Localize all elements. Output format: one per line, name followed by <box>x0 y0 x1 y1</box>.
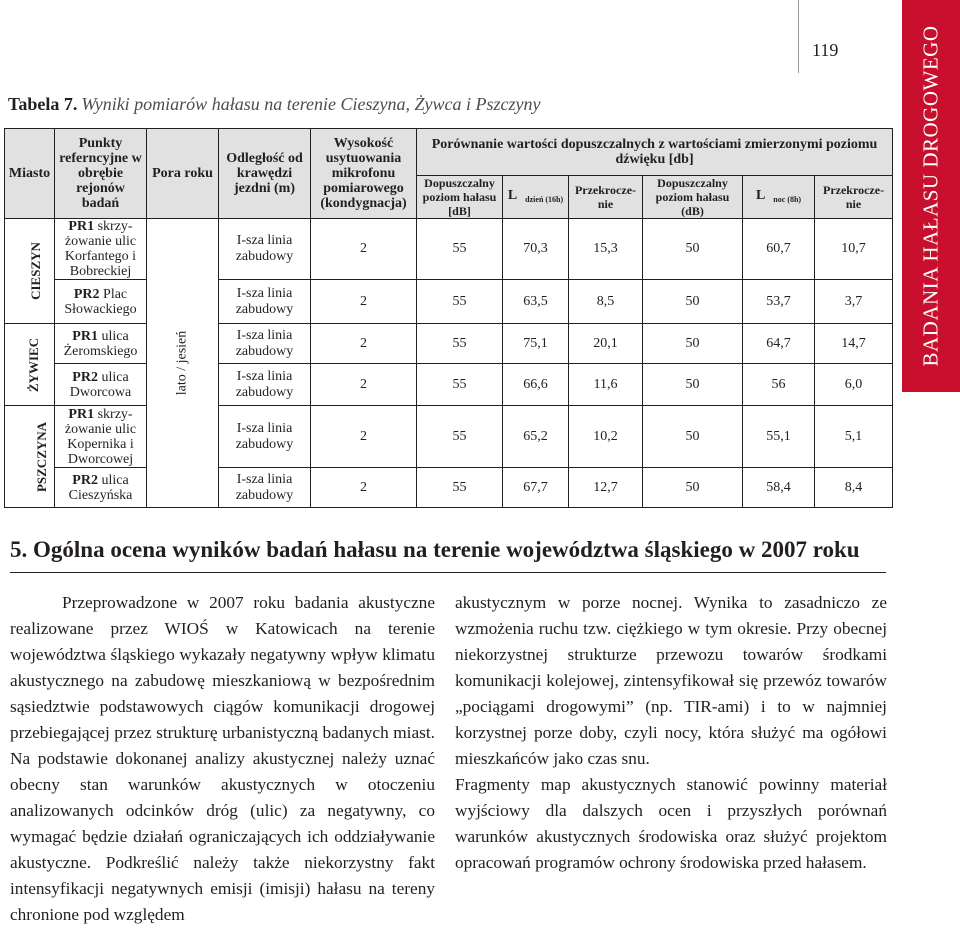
l-night-cell: 60,7 <box>743 219 815 280</box>
city-cell: ŻYWIEC <box>5 324 55 406</box>
side-tab-label: BADANIA HAŁASU DROGOWEGO <box>918 25 943 367</box>
l-day-cell: 75,1 <box>503 324 569 364</box>
l-night-cell: 55,1 <box>743 406 815 468</box>
header-odleglosc: Odległość od krawędzi jezdni (m) <box>219 129 311 219</box>
header-wysokosc: Wysokość usytuowania mikrofonu pomiarowego (kondygnacja) <box>311 129 417 219</box>
point-cell: PR2 ulica Dworcowa <box>55 364 147 406</box>
przekr-night-cell: 3,7 <box>815 280 893 324</box>
table-row <box>5 219 893 280</box>
l-day-cell: 67,7 <box>503 468 569 508</box>
table-row <box>5 468 893 508</box>
height-cell: 2 <box>311 364 417 406</box>
przekr-day-cell: 20,1 <box>569 324 643 364</box>
przekr-day-cell: 12,7 <box>569 468 643 508</box>
body-column-right <box>455 590 887 876</box>
dop-night-cell: 50 <box>643 324 743 364</box>
dop-day-cell: 55 <box>417 468 503 508</box>
header-l-day: L $_{dzień (16h)}$ <box>503 176 569 219</box>
distance-cell: I-sza linia zabudowy <box>219 324 311 364</box>
section-title: 5. Ogólna ocena wyników badań hałasu na terenie województwa śląskiego w 2007 roku <box>10 537 860 562</box>
l-night-cell: 53,7 <box>743 280 815 324</box>
dop-day-cell: 55 <box>417 364 503 406</box>
dop-day-cell: 55 <box>417 219 503 280</box>
l-night-cell: 64,7 <box>743 324 815 364</box>
dop-night-cell: 50 <box>643 406 743 468</box>
body-paragraph: akustycznym w porze nocnej. Wynika to zasadniczo ze wzmożenia ruchu tzw. ciężkiego w tym okresie. Przy obecnej niekorzystnej strukturze przewozu towarów środkami komunikacji kolejowej, zintensyfikował się przewóz towarów „pociągami drogowymi” (np. TIR-ami) i to w najmniej korzystnej porze doby, czyli nocy, która służyć ma ogółowi mieszkańców jako czas snu. <box>455 593 887 768</box>
przekr-night-cell: 6,0 <box>815 364 893 406</box>
dop-day-cell: 55 <box>417 280 503 324</box>
table-caption <box>8 94 540 115</box>
dop-day-cell: 55 <box>417 324 503 364</box>
header-divider <box>798 0 799 73</box>
height-cell: 2 <box>311 219 417 280</box>
season-cell: lato / jesień <box>147 219 219 508</box>
l-day-cell: 63,5 <box>503 280 569 324</box>
point-cell: PR2 Plac Słowackiego <box>55 280 147 324</box>
header-dop-day: Dopuszczalny poziom hałasu [dB] <box>417 176 503 219</box>
header-przekr-day: Przekrocze-nie <box>569 176 643 219</box>
section-rule <box>10 572 886 573</box>
dop-night-cell: 50 <box>643 280 743 324</box>
header-dop-night: Dopuszczalny poziom hałasu (dB) <box>643 176 743 219</box>
przekr-night-cell: 5,1 <box>815 406 893 468</box>
dop-day-cell: 55 <box>417 406 503 468</box>
table-row <box>5 406 893 468</box>
noise-results-table <box>4 128 893 508</box>
distance-cell: I-sza linia zabudowy <box>219 406 311 468</box>
header-porownanie: Porównanie wartości dopuszczalnych z wartościami zmierzonymi poziomu dźwięku [db] <box>417 129 893 176</box>
point-cell: PR2 ulica Cieszyńska <box>55 468 147 508</box>
dop-night-cell: 50 <box>643 364 743 406</box>
height-cell: 2 <box>311 324 417 364</box>
distance-cell: I-sza linia zabudowy <box>219 468 311 508</box>
l-night-cell: 58,4 <box>743 468 815 508</box>
body-column-left <box>10 590 435 928</box>
header-miasto: Miasto <box>5 129 55 219</box>
przekr-day-cell: 8,5 <box>569 280 643 324</box>
przekr-day-cell: 10,2 <box>569 406 643 468</box>
city-cell: PSZCZYNA <box>5 406 55 508</box>
body-paragraph: Przeprowadzone w 2007 roku badania akustyczne realizowane przez WIOŚ w Katowicach na terenie województwa śląskiego wykazały negatywny wpływ klimatu akustycznego na zabudowę mieszkaniową w bezpośrednim sąsiedztwie podstawowych ciągów komunikacji drogowej przebiegającej przez strukturę urbanistyczną badanych miast. Na podstawie dokonanej analizy akustycznej należy uznać obecny stan warunków akustycznych w otoczeniu analizowanych odcinków dróg (ulic) za negatywny, co wymagać będzie działań ograniczających ich oddziaływanie akustyczne. Podkreślić należy także niekorzystny fakt intensyfikacji negatywnych emisji (imisji) hałasu na tereny chronione pod względem <box>10 593 435 924</box>
height-cell: 2 <box>311 280 417 324</box>
header-l-night: L $_{noc (8h)}$ <box>743 176 815 219</box>
header-punkty: Punkty referncyjne w obrębie rejonów badań <box>55 129 147 219</box>
przekr-night-cell: 8,4 <box>815 468 893 508</box>
point-cell: PR1 ulica Żeromskiego <box>55 324 147 364</box>
przekr-night-cell: 10,7 <box>815 219 893 280</box>
przekr-day-cell: 11,6 <box>569 364 643 406</box>
height-cell: 2 <box>311 406 417 468</box>
przekr-day-cell: 15,3 <box>569 219 643 280</box>
distance-cell: I-sza linia zabudowy <box>219 280 311 324</box>
distance-cell: I-sza linia zabudowy <box>219 219 311 280</box>
dop-night-cell: 50 <box>643 468 743 508</box>
height-cell: 2 <box>311 468 417 508</box>
table-row <box>5 324 893 364</box>
header-pora: Pora roku <box>147 129 219 219</box>
page-number: 119 <box>812 40 839 60</box>
l-day-cell: 65,2 <box>503 406 569 468</box>
caption-label: Tabela 7. <box>8 94 78 114</box>
l-night-cell: 56 <box>743 364 815 406</box>
side-tab <box>902 0 960 392</box>
distance-cell: I-sza linia zabudowy <box>219 364 311 406</box>
table-row <box>5 364 893 406</box>
przekr-night-cell: 14,7 <box>815 324 893 364</box>
l-day-cell: 66,6 <box>503 364 569 406</box>
caption-text: Wyniki pomiarów hałasu na terenie Cieszyna, Żywca i Pszczyny <box>81 94 541 114</box>
header-przekr-night: Przekrocze-nie <box>815 176 893 219</box>
point-cell: PR1 skrzy-żowanie ulic Kopernika i Dworcowej <box>55 406 147 468</box>
dop-night-cell: 50 <box>643 219 743 280</box>
l-day-cell: 70,3 <box>503 219 569 280</box>
point-cell: PR1 skrzy-żowanie ulic Korfantego i Bobreckiej <box>55 219 147 280</box>
body-paragraph: Fragmenty map akustycznych stanowić powinny materiał wyjściowy dla dalszych ocen i przyszłych porównań warunków akustycznych środowiska oraz służyć projektom opracowań programów ochrony środowiska przed hałasem. <box>455 775 887 872</box>
table-row <box>5 280 893 324</box>
city-cell: CIESZYN <box>5 219 55 324</box>
